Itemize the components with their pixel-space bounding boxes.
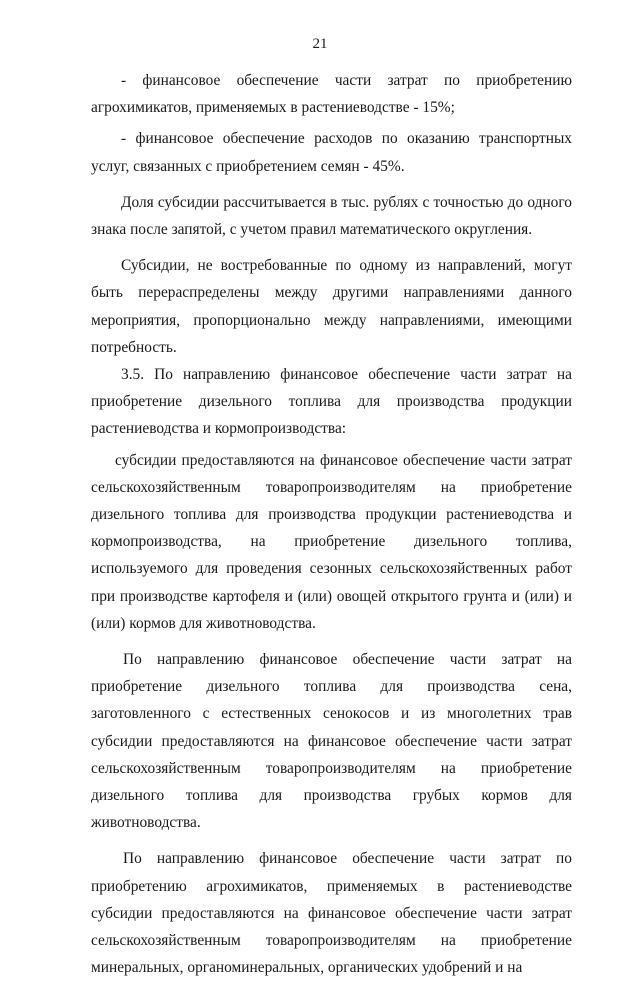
paragraph-redistribution: Субсидии, не востребованные по одному из направлений, могут быть перераспределены между другими направлениями данного мероприятия, пропорционально между направлениями, имеющими потребность. [91, 257, 572, 356]
paragraph-agrochemicals: По направлению финансовое обеспечение части затрат по приобретению агрохимикатов, применяемых в растениеводстве субсидии предоставляются на финансовое обеспечение части затрат сельскохозяйственным товаропроизводителям на приобретение минеральных, органоминеральных, органических удобрений и на [91, 850, 572, 977]
paragraph-diesel-fuel: субсидии предоставляются на финансовое обеспечение части затрат сельскохозяйственным товаропроизводителям на приобретение дизельного топлива для производства продукции растениеводства и кормопроизводства, на приобретение дизельного топлива, используемого для проведения сезонных сельскохозяйственных работ при производстве картофеля и (или) овощей открытого грунта и (или) и (или) кормов для животноводства. [91, 451, 572, 632]
paragraph-hay-production: По направлению финансовое обеспечение части затрат на приобретение дизельного топлива для производства сена, заготовленного с естественных сенокосов и из многолетних трав субсидии предоставляются на финансовое обеспечение части затрат сельскохозяйственным товаропроизводителям на приобретение дизельного топлива для производства грубых кормов для животноводства. [91, 651, 572, 832]
list-item-transport-services: - финансовое обеспечение расходов по оказанию транспортных услуг, связанных с приобретением семян - 45%. [91, 130, 572, 175]
paragraph-subsidy-share: Доля субсидии рассчитывается в тыс. рублях с точностью до одного знака после запятой, с учетом правил математического округления. [91, 193, 572, 239]
page-number: 21 [312, 36, 328, 52]
document-body [91, 67, 572, 982]
section-heading-3-5: 3.5. По направлению финансовое обеспечение части затрат на приобретение дизельного топлива для производства продукции растениеводства и кормопроизводства: [91, 366, 572, 438]
list-item-agrochemicals: - финансовое обеспечение части затрат по приобретению агрохимикатов, применяемых в растениеводстве - 15%; [91, 72, 572, 117]
